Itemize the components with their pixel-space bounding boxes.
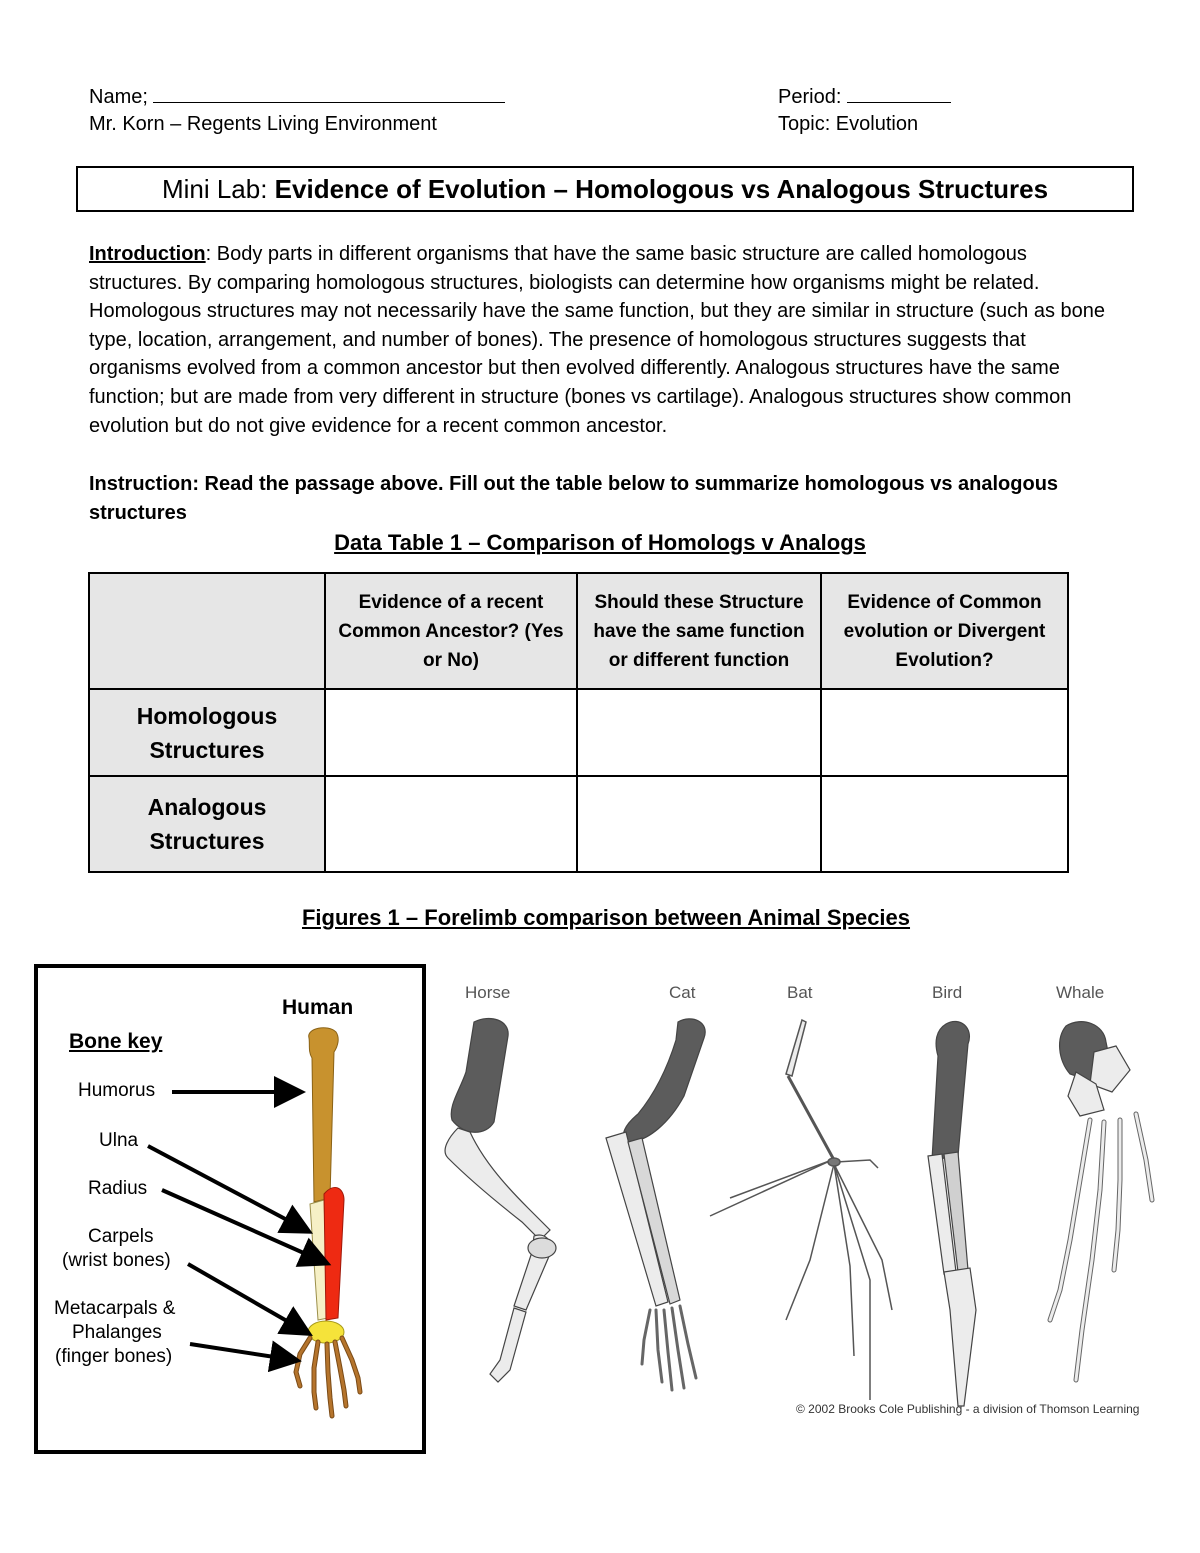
- label-carpels: Carpels: [88, 1226, 154, 1247]
- bone-key-title: Bone key: [69, 1030, 163, 1053]
- column-header-evolution: Evidence of Common evolution or Divergent Evolution?: [821, 573, 1068, 689]
- table-header-row: [89, 573, 1068, 689]
- title-main: Evidence of Evolution – Homologous vs Analogous Structures: [274, 174, 1049, 204]
- name-label: Name;: [89, 86, 148, 108]
- table-row: [89, 689, 1068, 776]
- radius-bone: [324, 1187, 344, 1320]
- answer-cell[interactable]: [325, 776, 577, 872]
- label-finger-bones: (finger bones): [55, 1346, 173, 1367]
- label-humerus: Humorus: [78, 1080, 156, 1101]
- name-blank[interactable]: [153, 82, 505, 103]
- row-label-analogous: Analogous Structures: [89, 776, 325, 872]
- answer-cell[interactable]: [821, 776, 1068, 872]
- humerus-bone: [309, 1028, 338, 1202]
- human-arm-drawing: [38, 968, 422, 1450]
- topic: Topic: Evolution: [778, 113, 919, 135]
- answer-cell[interactable]: [325, 689, 577, 776]
- data-table: [88, 572, 1069, 873]
- species-label-whale: Whale: [1056, 983, 1105, 1002]
- period-label: Period:: [778, 86, 842, 108]
- carpals-bones: [308, 1321, 344, 1343]
- bird-forelimb: [928, 1021, 976, 1406]
- table-row: [89, 776, 1068, 872]
- table-corner-cell: [89, 573, 325, 689]
- answer-cell[interactable]: [577, 689, 821, 776]
- introduction-label: Introduction: [89, 243, 206, 265]
- label-phalanges: Phalanges: [72, 1322, 162, 1343]
- answer-cell[interactable]: [821, 689, 1068, 776]
- bone-key-arrows: [148, 1092, 324, 1360]
- cat-forelimb: [606, 1019, 705, 1390]
- introduction-paragraph: [89, 240, 1119, 440]
- column-header-function: Should these Structure have the same function or different function: [577, 573, 821, 689]
- species-label-cat: Cat: [669, 983, 696, 1002]
- forelimb-comparison-drawing: [430, 1010, 1160, 1410]
- human-arm-figure: [34, 964, 426, 1454]
- instruction: Instruction: Read the passage above. Fill out the table below to summarize homologous vs analogous structures: [89, 473, 1059, 524]
- period-blank[interactable]: [847, 82, 951, 103]
- whale-forelimb: [1050, 1022, 1152, 1380]
- name-line: [89, 82, 505, 111]
- introduction-text: : Body parts in different organisms that have the same basic structure are called homologous structures. By comparing homologous structures, biologists can determine how organisms might be related. Homologous structures may not necessarily have the same function, but they are similar in structure (such as bone type, location, arrangement, and number of bones). The presence of homologous structures suggests that organisms evolved from a common ancestor but then evolved differently. Analogous structures have the same function; but are made from very different in structure (bones vs cartilage). Analogous structures show common evolution but do not give evidence for a recent common ancestor.: [89, 243, 1106, 437]
- species-label-horse: Horse: [465, 983, 511, 1002]
- species-label-bat: Bat: [787, 983, 813, 1002]
- label-radius: Radius: [88, 1178, 148, 1199]
- teacher-course: Mr. Korn – Regents Living Environment: [89, 113, 437, 135]
- horse-forelimb: [445, 1018, 556, 1382]
- period-line: [778, 82, 951, 111]
- table-title: Data Table 1 – Comparison of Homologs v Analogs: [334, 530, 866, 555]
- row-label-homologous: Homologous Structures: [89, 689, 325, 776]
- label-metacarpals: Metacarpals &: [54, 1298, 176, 1319]
- answer-cell[interactable]: [577, 776, 821, 872]
- figure-title: Figures 1 – Forelimb comparison between Animal Species: [301, 905, 911, 930]
- image-credit: © 2002 Brooks Cole Publishing - a division of Thomson Learning: [796, 1402, 1140, 1416]
- bat-forelimb: [710, 1020, 892, 1400]
- page-title: [76, 166, 1134, 212]
- column-header-ancestor: Evidence of a recent Common Ancestor? (Yes or No): [325, 573, 577, 689]
- label-carpels-note: (wrist bones): [62, 1250, 171, 1271]
- title-prefix: Mini Lab:: [161, 174, 275, 204]
- species-label-bird: Bird: [932, 983, 963, 1002]
- label-ulna: Ulna: [99, 1130, 139, 1151]
- human-label: Human: [282, 996, 354, 1019]
